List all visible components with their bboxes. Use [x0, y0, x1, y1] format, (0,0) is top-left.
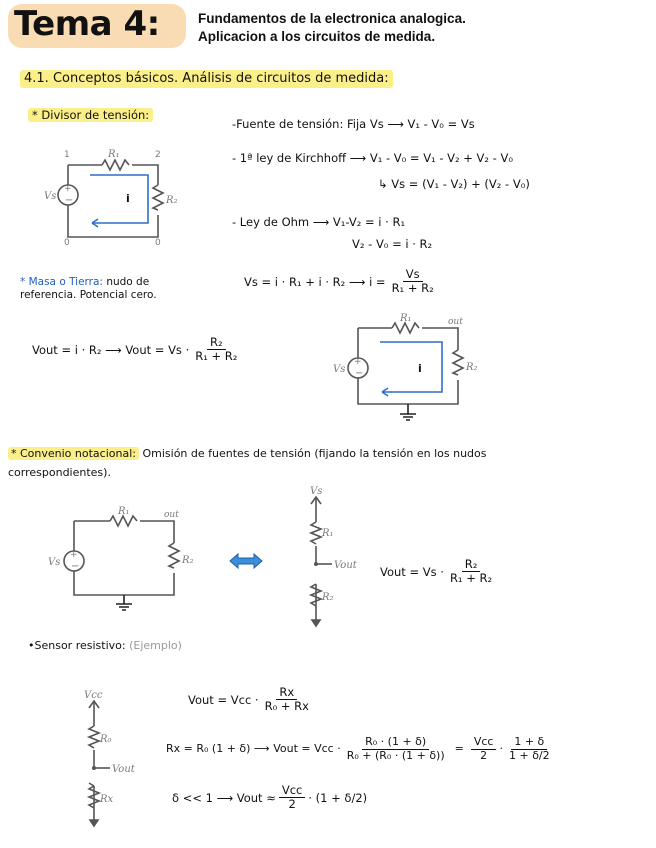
vs-eq-den: R₁ + R₂: [391, 281, 434, 296]
sensor-eq2-f1-num: Vcc: [471, 736, 497, 750]
sensor-eq2-frac-a: [471, 736, 497, 762]
convenio-title: * Convenio notacional:: [8, 447, 139, 460]
equivalence-arrow-icon: [228, 552, 264, 570]
c1-node1: 1: [64, 150, 70, 160]
sensor-example: (Ejemplo): [125, 639, 182, 652]
vs-eq-frac: [389, 268, 437, 295]
svg-text:+: +: [64, 184, 72, 194]
svg-text:−: −: [71, 561, 80, 572]
sensor-eq-1: [188, 686, 315, 713]
vertical-divisor-circuit: [298, 484, 378, 644]
sensor-eq2-f2-num: 1 + δ: [511, 736, 547, 750]
c5-vcc: Vcc: [84, 690, 103, 701]
sensor-eq1-num: Rx: [276, 686, 297, 700]
ohm-eq-b: V₂ - V₀ = i · R₂: [352, 237, 433, 251]
vout-eq-num: R₂: [207, 336, 226, 350]
c5-r0: R₀: [100, 734, 112, 745]
convenio-circuit: [42, 505, 202, 615]
sensor-eq2-left: Rx = R₀ (1 + δ) ⟶ Vout = Vcc ·: [166, 742, 341, 756]
svg-text:+: +: [354, 357, 362, 367]
c2-r1: R₁: [400, 313, 412, 324]
sensor-heading: [28, 639, 182, 653]
sensor-eq3-frac: [279, 784, 306, 811]
sensor-eq-3: [172, 784, 367, 811]
divisor-circuit: [40, 145, 190, 245]
sensor-eq2-f2-den: 1 + δ/2: [508, 748, 550, 762]
vout-convenio-frac: [447, 558, 495, 585]
c3-r1: R₁: [118, 506, 130, 517]
c4-vs: Vs: [310, 486, 323, 497]
c1-node0a: 0: [64, 238, 70, 245]
sensor-circuit: [76, 686, 156, 836]
svg-text:−: −: [355, 368, 364, 379]
svg-text:−: −: [65, 195, 74, 206]
c2-r2: R₂: [466, 362, 478, 373]
c5-rx: Rx: [100, 794, 114, 805]
sensor-eq3-right: · (1 + δ/2): [308, 790, 368, 805]
vout-convenio-left: Vout = Vs ·: [380, 564, 444, 579]
convenio-line-1: Omisión de fuentes de tensión (fijando la tensión en los nudos: [138, 447, 487, 460]
c1-current: i: [126, 192, 130, 205]
vout-convenio-den: R₁ + R₂: [449, 571, 493, 586]
sensor-eq2-f1-den: 2: [480, 748, 488, 762]
c3-vs: Vs: [48, 557, 61, 568]
sensor-eq-2: [166, 736, 556, 762]
masa-line-2: referencia. Potencial cero.: [20, 289, 157, 302]
sensor-eq3-left: δ << 1 ⟶ Vout ≈: [172, 790, 276, 805]
c1-r1: R₁: [108, 149, 120, 160]
sensor-eq2-frac-b: [506, 736, 553, 762]
vout-eq-den: R₁ + R₂: [195, 349, 238, 364]
vs-eq-num: Vs: [403, 268, 423, 282]
vout-convenio-eq: [380, 558, 498, 585]
vout-eq-frac: [192, 336, 240, 363]
sensor-eq1-den: R₀ + Rx: [264, 699, 309, 714]
convenio-text: [8, 445, 486, 482]
convenio-line-2: correspondientes).: [8, 465, 111, 479]
c5-vout: Vout: [112, 764, 135, 775]
vs-current-eq: [244, 268, 440, 295]
c1-node2: 2: [155, 150, 161, 160]
sensor-eq2-num: R₀ · (1 + δ): [362, 736, 429, 750]
subtitle-line-1: Fundamentos de la electronica analogica.: [198, 11, 466, 26]
kirchhoff-eq-a: - 1ª ley de Kirchhoff ⟶ V₁ - V₀ = V₁ - V₂ + V₂ - V₀: [232, 151, 513, 165]
vs-eq-left: Vs = i · R₁ + i · R₂ ⟶ i =: [244, 274, 386, 289]
ohm-eq-a: - Ley de Ohm ⟶ V₁-V₂ = i · R₁: [232, 215, 406, 229]
masa-line-1: nudo de: [102, 276, 150, 288]
subtitle-line-2: Aplicacion a los circuitos de medida.: [198, 29, 436, 45]
c4-r2: R₂: [322, 592, 334, 603]
c2-vs: Vs: [333, 364, 346, 375]
page-title: Tema 4:: [14, 4, 160, 44]
masa-text: [20, 276, 157, 302]
page-subtitle: [198, 10, 466, 46]
vout-divisor-eq: [32, 336, 243, 363]
sensor-eq2-equals: =: [454, 742, 464, 756]
c3-out: out: [164, 510, 179, 520]
c1-r2: R₂: [166, 195, 178, 206]
sensor-eq3-num: Vcc: [279, 784, 306, 798]
masa-title: * Masa o Tierra:: [20, 276, 103, 288]
c2-current: i: [418, 362, 422, 375]
section-heading: 4.1. Conceptos básicos. Análisis de circuitos de medida:: [20, 70, 393, 88]
divisor-label: * Divisor de tensión:: [28, 108, 153, 122]
sensor-title: •Sensor resistivo:: [28, 639, 126, 652]
vout-convenio-num: R₂: [462, 558, 481, 572]
svg-text:+: +: [70, 550, 78, 560]
c4-vout: Vout: [334, 560, 357, 571]
sensor-eq2-frac: [344, 736, 448, 762]
sensor-eq3-den: 2: [288, 797, 296, 812]
sensor-eq1-left: Vout = Vcc ·: [188, 692, 259, 707]
sensor-eq1-frac: [262, 686, 312, 713]
fuente-eq: -Fuente de tensión: Fija Vs ⟶ V₁ - V₀ = Vs: [232, 117, 475, 131]
c2-out: out: [448, 317, 463, 327]
c3-r2: R₂: [182, 555, 194, 566]
c1-vs: Vs: [44, 191, 57, 202]
kirchhoff-eq-b: ↳ Vs = (V₁ - V₂) + (V₂ - V₀): [378, 177, 530, 191]
c4-r1: R₁: [322, 528, 334, 539]
c1-node0b: 0: [155, 238, 161, 245]
ground-circuit: [330, 312, 480, 424]
vout-eq-left: Vout = i · R₂ ⟶ Vout = Vs ·: [32, 342, 190, 357]
sensor-eq2-den: R₀ + (R₀ · (1 + δ)): [346, 748, 445, 762]
sensor-eq2-dot: ·: [499, 742, 503, 756]
